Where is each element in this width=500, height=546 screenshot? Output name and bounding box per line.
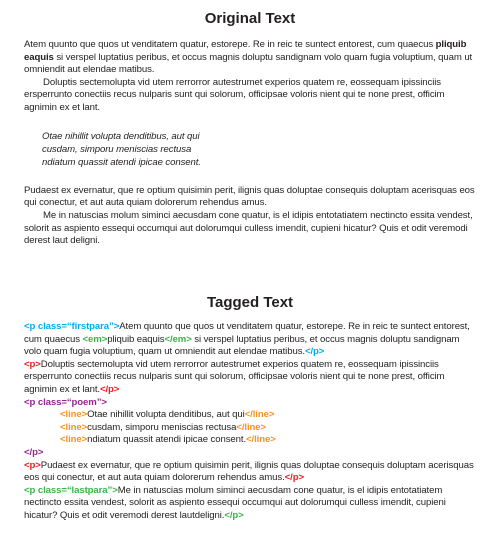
p3-text: Pudaest ex evernatur, que re optium quisimin perit, ilignis quas doluptae consequis doluptam acerisquas eos qui conectur, et aut auta quiam dolorerum rehendus amus.	[24, 459, 474, 484]
line-open-tag: <line>	[60, 421, 88, 433]
original-poem-line: cusdam, simporu meniscias rectusa	[42, 143, 192, 155]
lastpara-open-tag: <p class=“lastpara”>	[24, 484, 118, 496]
tagged-firstpara	[24, 321, 476, 359]
tagged-poem-line	[24, 422, 476, 435]
line-open-tag: <line>	[60, 409, 88, 421]
original-poem-line: ndiatum quassit atendi ipicae consent.	[42, 157, 201, 169]
em-text: pliquib eaquis	[107, 333, 165, 345]
firstpara-text: Atem quunto que quos ut venditatem quatur, estorepe. Re in reic te suntect entorest, cum quaecus	[24, 321, 470, 345]
poem-close-tag: </p>	[24, 446, 44, 458]
original-p1-text: Atem quunto que quos ut venditatem quatur, estorepe. Re in reic te suntect entorest, cum quaecus	[24, 39, 436, 50]
tagged-paragraph-3	[24, 460, 476, 485]
original-paragraph-1	[24, 39, 476, 77]
original-poem-line: Otae nihillit volupta denditibus, aut qui	[42, 130, 200, 142]
original-paragraph-3: Pudaest ex evernatur, que re optium quisimin perit, ilignis quas doluptae consequis doluptam acerisquas eos qui conectur, et aut auta quiam dolorerum rehendus amus.	[24, 184, 475, 209]
p2-text: Doluptis sectemolupta vid utem rerrorror autestrumet experios quatem re, eossequam ipissinciis ersperrunto conectiis recus nulparis sunt qui solorum, officipsae voloris nient qui te none prest, officim agnimin ex et lant.	[24, 358, 445, 395]
lastpara-close-tag: </p>	[224, 509, 244, 521]
p-close-tag: </p>	[99, 383, 120, 395]
original-paragraph-2: Doluptis sectemolupta vid utem rerrorror autestrumet experios quatem re, eossequam ipissinciis ersperrunto conectiis recus nulparis sunt qui solorum, officipsae voloris nient qui te none prest, officim agnimin ex et lant.	[24, 76, 445, 113]
original-poem	[42, 130, 476, 170]
poem-line-text: ndiatum quassit atendi ipicae consent.	[87, 434, 247, 446]
tagged-text-block	[24, 321, 476, 523]
tagged-poem-line	[24, 409, 476, 422]
tagged-poem-line	[24, 434, 476, 447]
original-p1-text-cont: si verspel luptatius peribus, et occus magnis doluptu sandignam volo quam fugia voluptium, quam ut omniendit aut elendae matibus.	[24, 51, 473, 76]
line-close-tag: </line>	[236, 421, 267, 433]
tagged-text-heading: Tagged Text	[206, 294, 294, 311]
original-text-block	[24, 39, 476, 248]
tagged-paragraph-2	[24, 359, 476, 397]
em-close-tag: </em>	[164, 333, 192, 345]
original-text-heading: Original Text	[204, 10, 296, 27]
poem-line-text: Otae nihillit volupta denditibus, aut qui	[87, 409, 245, 421]
p-open-tag: <p>	[24, 459, 41, 471]
em-open-tag: <em>	[82, 333, 108, 345]
firstpara-close-tag: </p>	[304, 346, 325, 358]
line-close-tag: </line>	[246, 434, 276, 446]
original-p1-bold: pliquib eaquis	[24, 39, 467, 63]
line-close-tag: </line>	[244, 409, 275, 421]
p-open-tag: <p>	[24, 358, 41, 370]
poem-line-text: cusdam, simporu meniscias rectusa	[87, 421, 237, 433]
tagged-lastpara	[24, 485, 476, 523]
p-close-tag: </p>	[284, 472, 304, 484]
firstpara-open-tag: <p class=“firstpara”>	[24, 321, 120, 332]
lastpara-text: Me in natuscias molum siminci aecusdam cone quatur, is el idipis entotatiatem nectincto essita vendest, solorit as aspiento essequi occumqui aut dolorumqui culless imendit, cupieni hicatur? Quis et odit veremodi derest lautdeligni.	[24, 484, 446, 521]
original-paragraph-4: Me in natuscias molum siminci aecusdam cone quatur, is el idipis entotatiatem nectincto essita vendest, solorit as aspiento essequi occumqui aut dolorumqui culless imendit, cupieni hicatur? Quis et odit veremodi derest laut deligni.	[24, 209, 473, 247]
line-open-tag: <line>	[60, 434, 88, 446]
poem-open-tag: <p class=“poem”>	[24, 396, 107, 408]
firstpara-text-cont: si verspel luptatius peribus, et occus magnis doluptu sandignam volo quam fugia voluptium, quam ut omniendit aut elendae matibus.	[24, 333, 460, 358]
